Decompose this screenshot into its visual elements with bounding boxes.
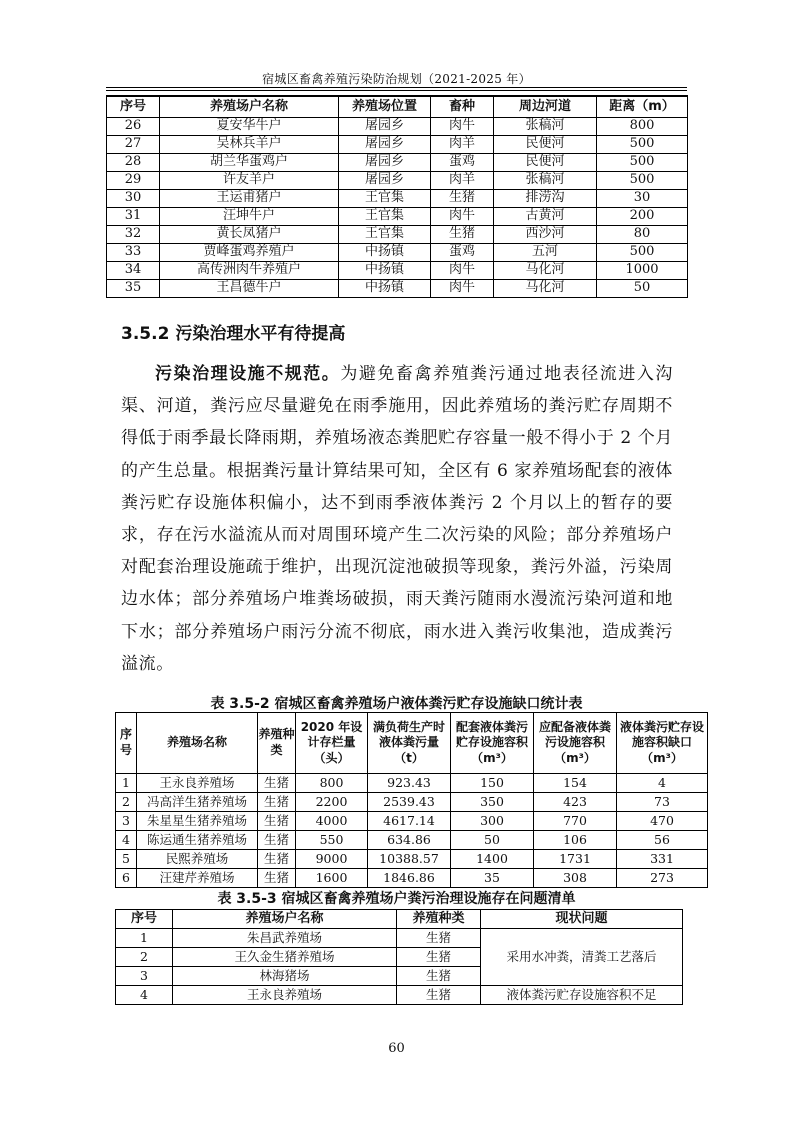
table-cell: 1 xyxy=(116,929,173,948)
table-row xyxy=(116,831,708,850)
table-cell: 汪建芹养殖场 xyxy=(137,869,258,888)
table-cell: 王运甫猪户 xyxy=(160,190,339,208)
column-header: 养殖场户名称 xyxy=(173,910,397,929)
table-header-row xyxy=(116,713,708,774)
table-caption: 表 3.5-2 宿城区畜禽养殖场户液体粪污贮存设施缺口统计表 xyxy=(210,696,583,712)
column-header: 养殖场户名称 xyxy=(160,96,339,118)
table-cell: 生猪 xyxy=(258,774,296,793)
table-cell: 3 xyxy=(116,812,137,831)
table-row xyxy=(116,774,708,793)
table-cell: 30 xyxy=(597,190,688,208)
table-cell: 屠园乡 xyxy=(339,154,431,172)
table-cell: 300 xyxy=(451,812,534,831)
table-caption: 表 3.5-3 宿城区畜禽养殖场户粪污治理设施存在问题清单 xyxy=(217,891,576,907)
table-cell: 1400 xyxy=(451,850,534,869)
table-cell: 高传洲肉牛养殖户 xyxy=(160,262,339,280)
table-cell: 34 xyxy=(107,262,160,280)
table-cell: 胡兰华蛋鸡户 xyxy=(160,154,339,172)
table-row xyxy=(107,244,688,262)
table-cell: 生猪 xyxy=(397,948,481,967)
table-cell: 生猪 xyxy=(258,812,296,831)
table-cell: 民便河 xyxy=(494,136,597,154)
body-paragraph xyxy=(121,358,673,680)
paragraph-body: 为避免畜禽养殖粪污通过地表径流进入沟渠、河道，粪污应尽量避免在雨季施用，因此养殖场的粪污贮存周期不得低于雨季最长降雨期，养殖场液态粪肥贮存容量一般不得小于 2 个月的产生总量。根据粪污量计算结果可知，全区有 6 家养殖场配套的液体粪污贮存设施体积偏小，达不到雨季液体粪污 2 个月以上的暂存的要求，存在污水溢流从而对周围环境产生二次污染的风险；部分养殖场户对配套治理设施疏于维护，出现沉淀池破损等现象，粪污外溢，污染周边水体；部分养殖场户堆粪场破损，雨天粪污随雨水漫流污染河道和地下水；部分养殖场户雨污分流不彻底，雨水进入粪污收集池，造成粪污溢流。 xyxy=(121,364,673,674)
table-cell: 五河 xyxy=(494,244,597,262)
table-cell: 331 xyxy=(617,850,708,869)
table-cell: 500 xyxy=(597,244,688,262)
section-heading: 3.5.2 污染治理水平有待提高 xyxy=(121,324,346,344)
table-header-row xyxy=(107,96,688,118)
table-cell: 贾峰蛋鸡养殖户 xyxy=(160,244,339,262)
table-cell: 林海猪场 xyxy=(173,967,397,986)
table-cell: 50 xyxy=(597,280,688,298)
table-cell: 80 xyxy=(597,226,688,244)
table-cell: 民便河 xyxy=(494,154,597,172)
table-row xyxy=(107,280,688,298)
column-header: 序号 xyxy=(116,713,137,774)
table-cell: 2 xyxy=(116,793,137,812)
table-row xyxy=(107,118,688,136)
table-cell: 26 xyxy=(107,118,160,136)
table-cell: 民熙养殖场 xyxy=(137,850,258,869)
table-cell: 王永良养殖场 xyxy=(173,986,397,1005)
table-cell: 32 xyxy=(107,226,160,244)
table-row xyxy=(107,226,688,244)
table-cell: 3 xyxy=(116,967,173,986)
table-cell: 9000 xyxy=(296,850,368,869)
table-cell: 28 xyxy=(107,154,160,172)
column-header: 周边河道 xyxy=(494,96,597,118)
table-cell: 4000 xyxy=(296,812,368,831)
table-cell: 吴林兵羊户 xyxy=(160,136,339,154)
table-cell: 56 xyxy=(617,831,708,850)
column-header: 现状问题 xyxy=(481,910,683,929)
table-row xyxy=(107,190,688,208)
table-cell: 生猪 xyxy=(258,793,296,812)
livestock-farm-distance-table xyxy=(106,95,688,298)
table-cell: 黄长凤猪户 xyxy=(160,226,339,244)
table-cell: 500 xyxy=(597,172,688,190)
table-cell: 肉牛 xyxy=(431,208,494,226)
table-cell: 350 xyxy=(451,793,534,812)
table-cell: 35 xyxy=(107,280,160,298)
table-cell: 蛋鸡 xyxy=(431,154,494,172)
table-cell: 200 xyxy=(597,208,688,226)
table-cell: 西沙河 xyxy=(494,226,597,244)
column-header: 序号 xyxy=(116,910,173,929)
table-cell: 王官集 xyxy=(339,190,431,208)
table-cell: 中扬镇 xyxy=(339,244,431,262)
table-cell: 500 xyxy=(597,136,688,154)
table-cell: 2200 xyxy=(296,793,368,812)
column-header: 2020 年设计存栏量（头） xyxy=(296,713,368,774)
table-cell: 生猪 xyxy=(397,986,481,1005)
table-cell: 4 xyxy=(116,831,137,850)
table-cell: 古黄河 xyxy=(494,208,597,226)
table-cell: 27 xyxy=(107,136,160,154)
page-number: 60 xyxy=(388,1041,405,1056)
table-row xyxy=(107,136,688,154)
liquid-manure-storage-gap-table xyxy=(115,712,708,888)
table-cell: 张稿河 xyxy=(494,172,597,190)
column-header: 畜种 xyxy=(431,96,494,118)
table-cell: 35 xyxy=(451,869,534,888)
table-cell: 106 xyxy=(534,831,617,850)
column-header: 序号 xyxy=(107,96,160,118)
table-row xyxy=(107,262,688,280)
treatment-facility-issues-table xyxy=(115,909,683,1005)
table-cell: 1 xyxy=(116,774,137,793)
table-cell: 肉牛 xyxy=(431,118,494,136)
table-cell: 陈运通生猪养殖场 xyxy=(137,831,258,850)
table-cell: 生猪 xyxy=(397,967,481,986)
table-cell: 10388.57 xyxy=(368,850,451,869)
table-cell: 王昌德牛户 xyxy=(160,280,339,298)
table-cell: 马化河 xyxy=(494,280,597,298)
table-cell: 33 xyxy=(107,244,160,262)
table-cell: 王官集 xyxy=(339,208,431,226)
table-cell: 1600 xyxy=(296,869,368,888)
table-cell: 生猪 xyxy=(258,831,296,850)
table-cell: 王久金生猪养殖场 xyxy=(173,948,397,967)
table-cell: 王官集 xyxy=(339,226,431,244)
table-cell: 蛋鸡 xyxy=(431,244,494,262)
table-cell: 154 xyxy=(534,774,617,793)
table-cell: 634.86 xyxy=(368,831,451,850)
table-cell: 30 xyxy=(107,190,160,208)
table-cell: 液体粪污贮存设施容积不足 xyxy=(481,986,683,1005)
table-row xyxy=(116,793,708,812)
table-cell: 2 xyxy=(116,948,173,967)
table-cell: 73 xyxy=(617,793,708,812)
table-cell: 31 xyxy=(107,208,160,226)
table-cell: 屠园乡 xyxy=(339,118,431,136)
table-cell: 150 xyxy=(451,774,534,793)
table-cell: 马化河 xyxy=(494,262,597,280)
table-cell: 朱昌武养殖场 xyxy=(173,929,397,948)
table-row xyxy=(116,850,708,869)
header-rule xyxy=(106,87,687,91)
issue-merged-cell: 采用水冲粪，清粪工艺落后 xyxy=(481,929,683,986)
column-header: 配套液体粪污贮存设施容积（m³） xyxy=(451,713,534,774)
table-cell: 生猪 xyxy=(258,850,296,869)
table-cell: 冯高洋生猪养殖场 xyxy=(137,793,258,812)
table-row xyxy=(116,869,708,888)
table-cell: 汪坤牛户 xyxy=(160,208,339,226)
table-cell: 273 xyxy=(617,869,708,888)
table-cell: 肉羊 xyxy=(431,172,494,190)
table-cell: 770 xyxy=(534,812,617,831)
table-row xyxy=(116,929,683,948)
table-row xyxy=(116,986,683,1005)
table-cell: 50 xyxy=(451,831,534,850)
table-cell: 1731 xyxy=(534,850,617,869)
table-row xyxy=(107,208,688,226)
table-cell: 屠园乡 xyxy=(339,172,431,190)
table-cell: 800 xyxy=(296,774,368,793)
table-cell: 生猪 xyxy=(397,929,481,948)
table-cell: 朱星星生猪养殖场 xyxy=(137,812,258,831)
table-cell: 29 xyxy=(107,172,160,190)
table-cell: 6 xyxy=(116,869,137,888)
table-cell: 1846.86 xyxy=(368,869,451,888)
table-cell: 张稿河 xyxy=(494,118,597,136)
table-cell: 肉羊 xyxy=(431,136,494,154)
table-cell: 许友羊户 xyxy=(160,172,339,190)
table-cell: 470 xyxy=(617,812,708,831)
column-header: 满负荷生产时液体粪污量（t） xyxy=(368,713,451,774)
table-cell: 500 xyxy=(597,154,688,172)
table-cell: 中扬镇 xyxy=(339,280,431,298)
table-cell: 2539.43 xyxy=(368,793,451,812)
table-row xyxy=(107,154,688,172)
table-cell: 1000 xyxy=(597,262,688,280)
table-cell: 生猪 xyxy=(431,190,494,208)
table-cell: 4 xyxy=(116,986,173,1005)
column-header: 液体粪污贮存设施容积缺口（m³） xyxy=(617,713,708,774)
table-cell: 生猪 xyxy=(431,226,494,244)
column-header: 距离（m） xyxy=(597,96,688,118)
table-cell: 423 xyxy=(534,793,617,812)
table-cell: 夏安华牛户 xyxy=(160,118,339,136)
table-cell: 550 xyxy=(296,831,368,850)
page-header: 宿城区畜禽养殖污染防治规划（2021-2025 年） xyxy=(262,72,531,86)
table-cell: 肉牛 xyxy=(431,262,494,280)
column-header: 养殖场位置 xyxy=(339,96,431,118)
table-cell: 308 xyxy=(534,869,617,888)
table-cell: 4 xyxy=(617,774,708,793)
table-cell: 排涝沟 xyxy=(494,190,597,208)
table-header-row xyxy=(116,910,683,929)
table-cell: 4617.14 xyxy=(368,812,451,831)
table-cell: 肉牛 xyxy=(431,280,494,298)
column-header: 养殖场名称 xyxy=(137,713,258,774)
table-cell: 生猪 xyxy=(258,869,296,888)
table-cell: 800 xyxy=(597,118,688,136)
table-cell: 923.43 xyxy=(368,774,451,793)
table-row xyxy=(107,172,688,190)
column-header: 养殖种类 xyxy=(397,910,481,929)
table-cell: 中扬镇 xyxy=(339,262,431,280)
paragraph-lead: 污染治理设施不规范。 xyxy=(155,364,341,384)
column-header: 养殖种类 xyxy=(258,713,296,774)
column-header: 应配备液体粪污设施容积（m³） xyxy=(534,713,617,774)
table-cell: 5 xyxy=(116,850,137,869)
table-row xyxy=(116,812,708,831)
table-cell: 王永良养殖场 xyxy=(137,774,258,793)
table-cell: 屠园乡 xyxy=(339,136,431,154)
